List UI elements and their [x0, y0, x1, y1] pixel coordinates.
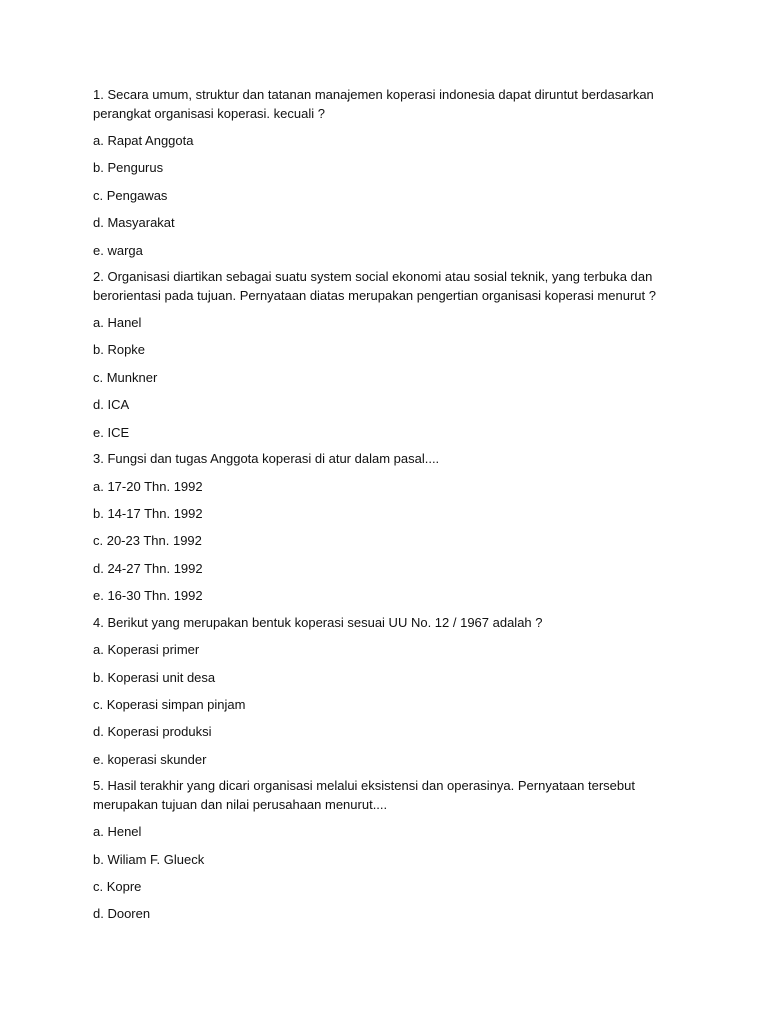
- question-4-option-d: d. Koperasi produksi: [93, 724, 212, 740]
- question-2: 2. Organisasi diartikan sebagai suatu system social ekonomi atau sosial teknik, yang terbuka dan berorientasi pada tujuan. Pernyataan diatas merupakan pengertian organisasi koperasi menurut ?: [93, 269, 656, 303]
- question-4: 4. Berikut yang merupakan bentuk koperasi sesuai UU No. 12 / 1967 adalah ?: [93, 614, 543, 630]
- question-1-option-e: e. warga: [93, 242, 143, 258]
- question-3: 3. Fungsi dan tugas Anggota koperasi di atur dalam pasal....: [93, 451, 440, 467]
- question-2-option-e: e. ICE: [93, 424, 130, 440]
- question-4-option-b: b. Koperasi unit desa: [93, 669, 216, 685]
- question-3-option-a: a. 17-20 Thn. 1992: [93, 478, 203, 494]
- question-4-option-a: a. Koperasi primer: [93, 642, 200, 658]
- question-3-option-c: c. 20-23 Thn. 1992: [93, 533, 202, 549]
- question-5-option-b: b. Wiliam F. Glueck: [93, 851, 205, 867]
- document-page: [93, 86, 673, 932]
- question-1: 1. Secara umum, struktur dan tatanan manajemen koperasi indonesia dapat diruntut berdasarkan perangkat organisasi koperasi. kecuali ?: [93, 87, 654, 121]
- question-3-option-b: b. 14-17 Thn. 1992: [93, 505, 203, 521]
- question-5-option-a: a. Henel: [93, 824, 142, 840]
- question-1-option-d: d. Masyarakat: [93, 215, 175, 231]
- question-5: 5. Hasil terakhir yang dicari organisasi melalui eksistensi dan operasinya. Pernyataan tersebut merupakan tujuan dan nilai perusahaan menurut....: [93, 778, 635, 812]
- question-4-option-e: e. koperasi skunder: [93, 751, 207, 767]
- question-2-option-d: d. ICA: [93, 397, 130, 413]
- question-4-option-c: c. Koperasi simpan pinjam: [93, 696, 246, 712]
- question-2-option-a: a. Hanel: [93, 315, 142, 331]
- question-3-option-d: d. 24-27 Thn. 1992: [93, 560, 203, 576]
- question-2-option-c: c. Munkner: [93, 369, 158, 385]
- question-1-option-c: c. Pengawas: [93, 187, 168, 203]
- question-5-option-d: d. Dooren: [93, 906, 151, 922]
- question-5-option-c: c. Kopre: [93, 878, 142, 894]
- question-2-option-b: b. Ropke: [93, 342, 146, 358]
- question-3-option-e: e. 16-30 Thn. 1992: [93, 588, 203, 604]
- question-1-option-b: b. Pengurus: [93, 160, 164, 176]
- question-1-option-a: a. Rapat Anggota: [93, 133, 194, 148]
